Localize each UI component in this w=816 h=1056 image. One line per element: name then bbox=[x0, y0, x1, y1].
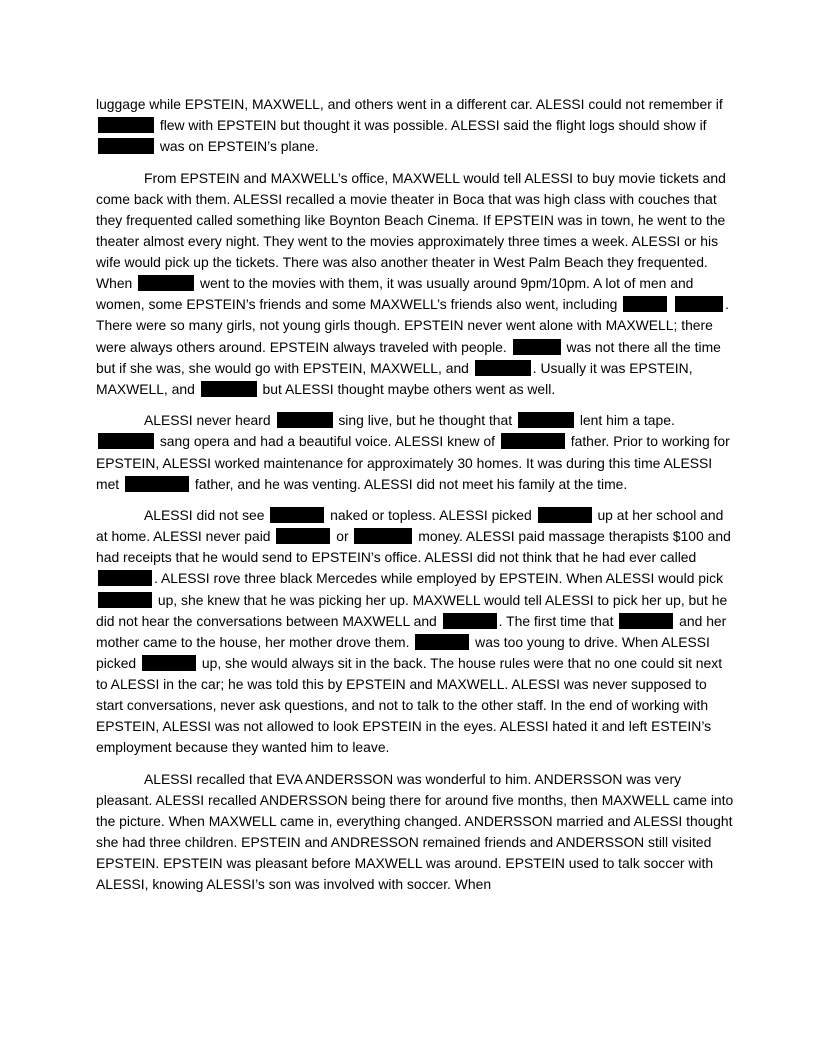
redaction-box bbox=[142, 655, 196, 671]
redaction-box bbox=[513, 339, 561, 355]
paragraph-4 bbox=[96, 505, 736, 758]
text-segment: but ALESSI thought maybe others went as well. bbox=[258, 380, 556, 397]
text-segment: lent him a tape. bbox=[575, 412, 675, 429]
text-segment: ALESSI did not see bbox=[144, 507, 269, 524]
text-segment: went to the movies with them, it was usually around 9pm/10pm. A lot of men and women, some EPSTEIN’s friends and some MAXWELL’s friends also went, including bbox=[96, 275, 694, 313]
redaction-box bbox=[675, 296, 723, 312]
redaction-box bbox=[501, 433, 565, 449]
redaction-box bbox=[98, 117, 154, 133]
redaction-box bbox=[538, 507, 592, 523]
redaction-box bbox=[98, 138, 154, 154]
redaction-box bbox=[98, 570, 152, 586]
text-segment: up at her school and at home. ALESSI never paid bbox=[96, 507, 724, 545]
text-segment: or bbox=[332, 528, 353, 545]
paragraph-2 bbox=[96, 168, 736, 400]
text-segment: ALESSI never heard bbox=[144, 412, 275, 429]
text-segment: From EPSTEIN and MAXWELL’s office, MAXWELL would tell ALESSI to buy movie tickets and come back with them. ALESSI recalled a movie theater in Boca that was high class with couches that they frequented called something like Boynton Beach Cinema. If EPSTEIN was in town, he went to the theater almost every night. They went to the movies approximately three times a week. ALESSI or his wife would pick up the tickets. There was also another theater in West Palm Beach they frequented. When bbox=[96, 169, 726, 292]
text-segment: father, and he was venting. ALESSI did not meet his family at the time. bbox=[191, 475, 628, 492]
text-segment: flew with EPSTEIN but thought it was possible. ALESSI said the flight logs should show if bbox=[156, 117, 707, 134]
text-segment: up, she knew that he was picking her up. MAXWELL would tell ALESSI to pick her up, but he did not hear the conversations between MAXWELL and bbox=[96, 591, 728, 629]
text-segment: . There were so many girls, not young girls though. EPSTEIN never went alone with MAXWELL; there were always others around. EPSTEIN always traveled with people. bbox=[96, 296, 729, 355]
redaction-box bbox=[619, 613, 673, 629]
redaction-box bbox=[443, 613, 497, 629]
text-segment: . Usually it was EPSTEIN, MAXWELL, and bbox=[96, 359, 693, 397]
text-segment bbox=[669, 296, 673, 312]
redaction-box bbox=[138, 275, 194, 291]
text-segment: was not there all the time but if she was, she would go with EPSTEIN, MAXWELL, and bbox=[96, 338, 721, 376]
text-segment: . ALESSI rove three black Mercedes while employed by EPSTEIN. When ALESSI would pick bbox=[154, 570, 724, 587]
text-segment: . The first time that bbox=[498, 612, 618, 629]
paragraph-3 bbox=[96, 410, 736, 494]
text-segment: and her mother came to the house, her mother drove them. bbox=[96, 612, 727, 650]
redaction-box bbox=[98, 592, 152, 608]
text-segment: sang opera and had a beautiful voice. ALESSI knew of bbox=[156, 433, 499, 450]
redaction-box bbox=[354, 528, 412, 544]
redaction-box bbox=[475, 360, 531, 376]
text-segment: up, she would always sit in the back. The house rules were that no one could sit next to ALESSI in the car; he was told this by EPSTEIN and MAXWELL. ALESSI was never supposed to start conversations, never ask questions, and not to talk to the other staff. In the end of working with EPSTEIN, ALESSI was not allowed to look EPSTEIN in the eyes. ALESSI hated it and left ESTEIN’s employment because they wanted him to leave. bbox=[96, 654, 723, 756]
document-page bbox=[96, 94, 736, 906]
redaction-box bbox=[518, 412, 574, 428]
redaction-box bbox=[98, 433, 154, 449]
text-segment: money. ALESSI paid massage therapists $100 and had receipts that he would send to EPSTEIN’s office. ALESSI did not think that he had ever called bbox=[96, 528, 731, 566]
redaction-box bbox=[623, 296, 667, 312]
redaction-box bbox=[415, 634, 469, 650]
text-segment: luggage while EPSTEIN, MAXWELL, and others went in a different car. ALESSI could not remember if bbox=[96, 96, 723, 112]
text-segment: sing live, but he thought that bbox=[334, 412, 516, 429]
redaction-box bbox=[125, 476, 189, 492]
text-segment: father. Prior to working for EPSTEIN, ALESSI worked maintenance for approximately 30 homes. It was during this time ALESSI met bbox=[96, 433, 730, 492]
text-segment: naked or topless. ALESSI picked bbox=[326, 507, 536, 524]
text-segment: was too young to drive. When ALESSI picked bbox=[96, 633, 710, 671]
paragraph-5 bbox=[96, 769, 736, 896]
text-segment: ALESSI recalled that EVA ANDERSSON was wonderful to him. ANDERSSON was very pleasant. ALESSI recalled ANDERSSON being there for around five months, then MAXWELL came into the picture. When MAXWELL came in, everything changed. ANDERSSON married and ALESSI thought she had three children. EPSTEIN and ANDRESSON remained friends and ANDERSSON still visited EPSTEIN. EPSTEIN was pleasant before MAXWELL was around. EPSTEIN used to talk soccer with ALESSI, knowing ALESSI’s son was involved with soccer. When bbox=[96, 770, 734, 893]
text-segment: was on EPSTEIN’s plane. bbox=[156, 138, 319, 155]
paragraph-1 bbox=[96, 94, 736, 157]
redaction-box bbox=[201, 381, 257, 397]
redaction-box bbox=[277, 412, 333, 428]
redaction-box bbox=[270, 507, 324, 523]
redaction-box bbox=[276, 528, 330, 544]
